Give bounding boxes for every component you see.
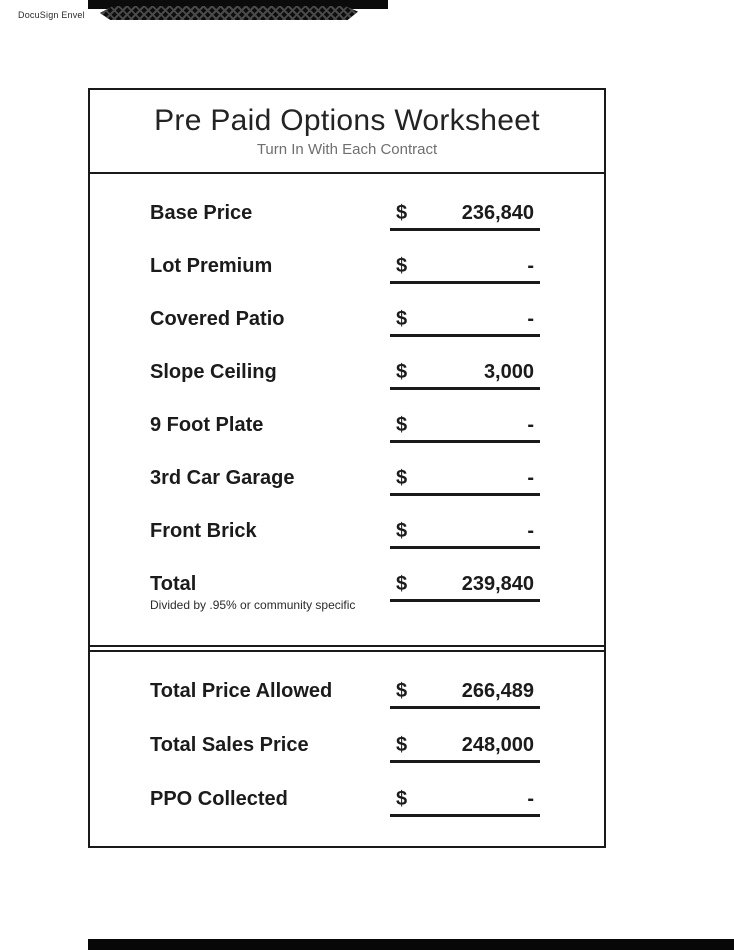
redaction-crosshatch-pattern — [100, 6, 358, 20]
currency-symbol: $ — [396, 202, 408, 224]
currency-symbol: $ — [396, 733, 408, 756]
worksheet-row — [90, 293, 604, 346]
worksheet-row-main — [90, 293, 604, 346]
worksheet-row — [90, 772, 604, 826]
row-value: 266,489 — [461, 679, 534, 702]
scan-edge-bar — [88, 939, 734, 950]
row-value-box — [390, 788, 540, 817]
row-value: 248,000 — [461, 733, 534, 756]
worksheet-row — [90, 505, 604, 558]
row-label: 9 Foot Plate — [150, 414, 264, 436]
docusign-envelope-label: DocuSign Envel — [18, 10, 85, 20]
options-section — [90, 174, 604, 645]
summary-section — [90, 652, 604, 826]
worksheet-row-main — [90, 187, 604, 240]
worksheet-row-main — [90, 240, 604, 293]
worksheet-row-main — [90, 399, 604, 452]
row-value: 236,840 — [461, 202, 534, 224]
row-label: Total Price Allowed — [150, 679, 333, 702]
worksheet-row — [90, 399, 604, 452]
worksheet-title: Pre Paid Options Worksheet — [154, 104, 540, 137]
worksheet-row-main — [90, 718, 604, 772]
worksheet-row-main — [90, 505, 604, 558]
row-label: Total Sales Price — [150, 733, 309, 756]
row-value-box — [390, 255, 540, 284]
row-value: - — [527, 414, 534, 436]
currency-symbol: $ — [396, 573, 408, 595]
row-value-box — [390, 573, 540, 602]
currency-symbol: $ — [396, 255, 408, 277]
worksheet-row — [90, 664, 604, 718]
row-value: 3,000 — [483, 361, 534, 383]
worksheet-subtitle: Turn In With Each Contract — [256, 141, 438, 158]
currency-symbol: $ — [396, 787, 408, 810]
row-value-box — [390, 680, 540, 709]
row-value-box — [390, 734, 540, 763]
worksheet-row — [90, 240, 604, 293]
currency-symbol: $ — [396, 414, 408, 436]
worksheet-box — [88, 88, 606, 848]
worksheet-row-main — [90, 772, 604, 826]
worksheet-row-main — [90, 346, 604, 399]
worksheet-row — [90, 452, 604, 505]
row-label: Front Brick — [150, 520, 257, 542]
row-label: PPO Collected — [150, 787, 288, 810]
row-label: Covered Patio — [150, 308, 285, 330]
row-value-box — [390, 520, 540, 549]
worksheet-row — [90, 718, 604, 772]
row-value: - — [527, 255, 534, 277]
currency-symbol: $ — [396, 467, 408, 489]
row-value-box — [390, 202, 540, 231]
row-value-box — [390, 414, 540, 443]
row-value: - — [527, 467, 534, 489]
row-value-box — [390, 361, 540, 390]
row-label: Base Price — [150, 202, 253, 224]
row-label: Slope Ceiling — [150, 361, 277, 383]
worksheet-row-main — [90, 452, 604, 505]
redaction-bar — [88, 0, 388, 22]
currency-symbol: $ — [396, 361, 408, 383]
row-value: 239,840 — [461, 573, 534, 595]
row-label: 3rd Car Garage — [150, 467, 295, 489]
worksheet-row — [90, 346, 604, 399]
row-value: - — [527, 308, 534, 330]
worksheet-header — [90, 90, 604, 174]
row-value: - — [527, 787, 534, 810]
row-note: Divided by .95% or community specific — [150, 598, 356, 612]
row-value-box — [390, 308, 540, 337]
section-divider — [90, 645, 604, 652]
row-value-box — [390, 467, 540, 496]
currency-symbol: $ — [396, 520, 408, 542]
worksheet-row — [90, 558, 604, 611]
worksheet-row — [90, 187, 604, 240]
currency-symbol: $ — [396, 679, 408, 702]
row-label: Lot Premium — [150, 255, 273, 277]
worksheet-row-main — [90, 664, 604, 718]
row-value: - — [527, 520, 534, 542]
row-label: Total — [150, 573, 197, 595]
currency-symbol: $ — [396, 308, 408, 330]
